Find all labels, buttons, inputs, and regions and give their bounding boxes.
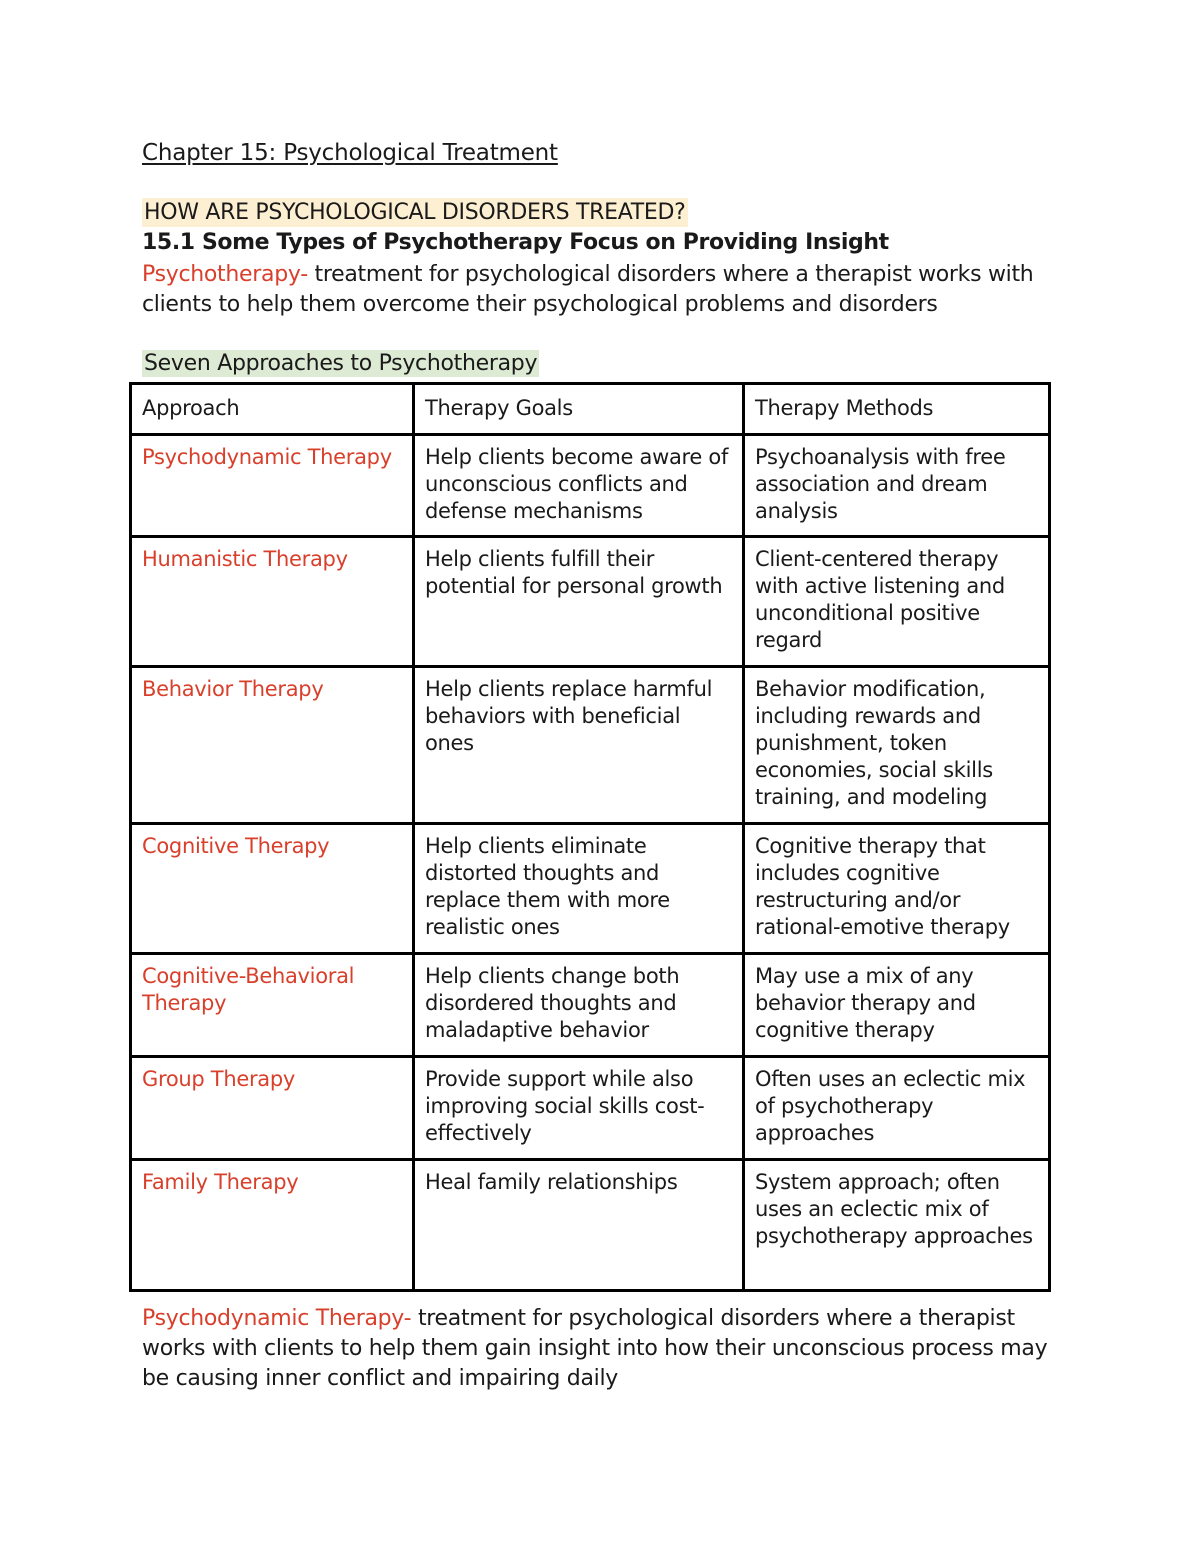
goals-cell: Help clients become aware of unconscious conflicts and defense mechanisms bbox=[414, 435, 744, 537]
methods-cell: Client-centered therapy with active listening and unconditional positive regard bbox=[744, 537, 1050, 667]
methods-cell: System approach; often uses an eclectic mix of psychotherapy approaches bbox=[744, 1160, 1050, 1291]
header-approach: Approach bbox=[131, 384, 414, 435]
approach-cell: Group Therapy bbox=[131, 1057, 414, 1160]
table-row bbox=[131, 954, 1050, 1057]
psychodynamic-definition-text: treatment for psychological disorders where a therapist works with clients to help them gain insight into how their unconscious process may be causing inner conflict and impairing daily bbox=[142, 1306, 1048, 1391]
approach-cell: Behavior Therapy bbox=[131, 667, 414, 824]
header-therapy-goals: Therapy Goals bbox=[414, 384, 744, 435]
goals-cell: Provide support while also improving social skills cost-effectively bbox=[414, 1057, 744, 1160]
methods-cell: Psychoanalysis with free association and dream analysis bbox=[744, 435, 1050, 537]
psychotherapy-definition-text: treatment for psychological disorders where a therapist works with clients to help them overcome their psychological problems and disorders bbox=[142, 262, 1034, 317]
approach-cell: Psychodynamic Therapy bbox=[131, 435, 414, 537]
approach-cell: Family Therapy bbox=[131, 1160, 414, 1291]
table-row bbox=[131, 1057, 1050, 1160]
psychodynamic-term: Psychodynamic Therapy- bbox=[142, 1306, 412, 1331]
psychotherapy-term: Psychotherapy- bbox=[142, 262, 308, 287]
table-row bbox=[131, 667, 1050, 824]
goals-cell: Help clients replace harmful behaviors with beneficial ones bbox=[414, 667, 744, 824]
approach-cell: Cognitive-Behavioral Therapy bbox=[131, 954, 414, 1057]
methods-cell: Behavior modification, including rewards and punishment, token economies, social skills training, and modeling bbox=[744, 667, 1050, 824]
table-row bbox=[131, 1160, 1050, 1291]
table-row bbox=[131, 824, 1050, 954]
section-question-heading: HOW ARE PSYCHOLOGICAL DISORDERS TREATED? bbox=[144, 200, 686, 225]
psychodynamic-definition bbox=[142, 1304, 1072, 1394]
methods-cell: May use a mix of any behavior therapy and cognitive therapy bbox=[744, 954, 1050, 1057]
approaches-table bbox=[129, 382, 1051, 1292]
methods-cell: Cognitive therapy that includes cognitive restructuring and/or rational-emotive therapy bbox=[744, 824, 1050, 954]
goals-cell: Heal family relationships bbox=[414, 1160, 744, 1291]
goals-cell: Help clients fulfill their potential for personal growth bbox=[414, 537, 744, 667]
table-row bbox=[131, 435, 1050, 537]
table-row bbox=[131, 537, 1050, 667]
psychotherapy-definition bbox=[142, 260, 1072, 320]
header-therapy-methods: Therapy Methods bbox=[744, 384, 1050, 435]
chapter-title: Chapter 15: Psychological Treatment bbox=[142, 140, 558, 166]
subsection-heading: 15.1 Some Types of Psychotherapy Focus on Providing Insight bbox=[142, 230, 889, 255]
approach-cell: Cognitive Therapy bbox=[131, 824, 414, 954]
approach-cell: Humanistic Therapy bbox=[131, 537, 414, 667]
goals-cell: Help clients eliminate distorted thoughts and replace them with more realistic ones bbox=[414, 824, 744, 954]
table-heading: Seven Approaches to Psychotherapy bbox=[144, 351, 538, 376]
methods-cell: Often uses an eclectic mix of psychotherapy approaches bbox=[744, 1057, 1050, 1160]
goals-cell: Help clients change both disordered thoughts and maladaptive behavior bbox=[414, 954, 744, 1057]
table-header-row bbox=[131, 384, 1050, 435]
